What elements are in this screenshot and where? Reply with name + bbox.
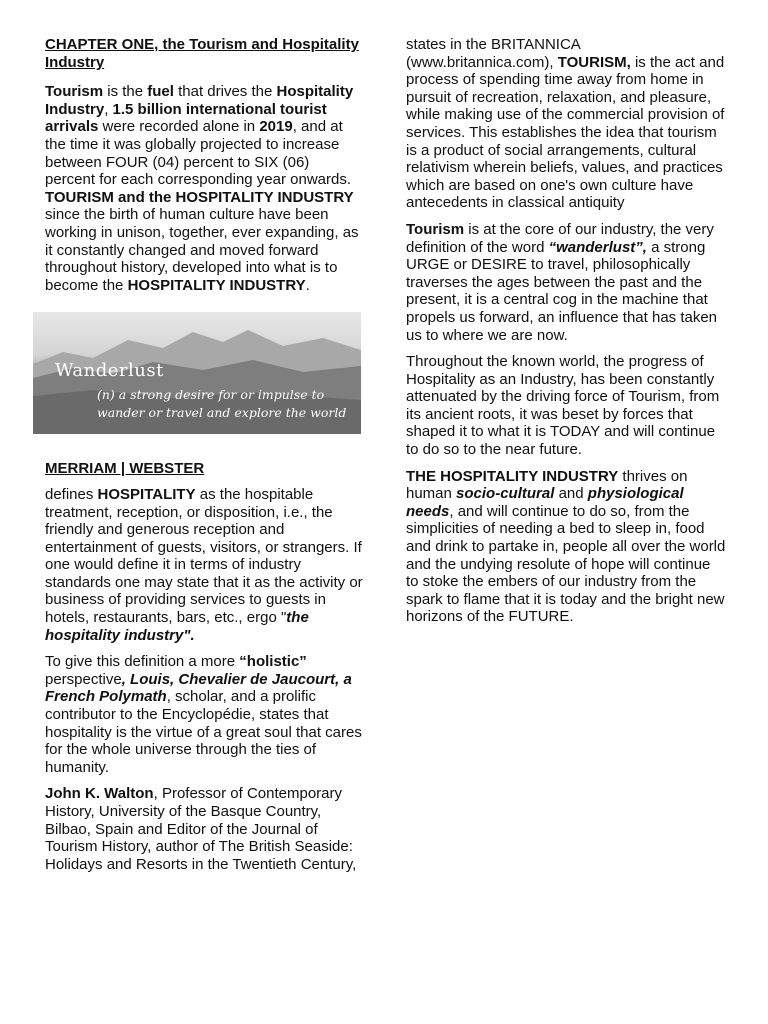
britannica-paragraph: [406, 36, 726, 212]
known-world-paragraph: Throughout the known world, the progress of Hospitality as an Industry, has been constantly attenuated by the driving force of Tourism, from its ancient roots, it was beset by forces that shaped it to what it is TODAY and will continue to do so to the near future.: [406, 353, 720, 459]
text-span: that drives the: [173, 83, 277, 101]
text-span: the hospitality industry".: [45, 609, 309, 644]
text-span: and: [554, 485, 588, 503]
text-span: To give this definition a more: [45, 653, 240, 671]
text-span: TOURISM and the HOSPITALITY INDUSTRY: [45, 188, 354, 206]
text-span: perspective: [45, 670, 122, 688]
text-span: , and will continue to do so, from the simplicities of needing a bed to sleep in, food and drink to partake in, people all over the world and the undying resolute of hope will continue to stoke the embers of our industry from the spark to flame that it is today and the bright new horizons of the FUTURE.: [406, 502, 726, 626]
text-span: Tourism: [406, 220, 465, 238]
hospitality-thrives-paragraph: [406, 468, 726, 626]
text-span: 2019: [259, 118, 293, 136]
text-span: HOSPITALITY INDUSTRY: [127, 276, 306, 294]
text-span: since the birth of human culture have been working in unison, together, ever expanding, as it constantly changed and moved forward throughout history, developed into what is to become the: [45, 206, 359, 294]
text-span: were recorded alone in: [98, 118, 260, 136]
chapter-title: CHAPTER ONE, the Tourism and Hospitality Industry: [45, 36, 359, 71]
text-span: thrives on human: [406, 467, 688, 503]
text-span: John K. Walton: [45, 785, 154, 803]
text-span: , Louis, Chevalier de Jaucourt, a French Polymath: [45, 670, 352, 706]
tourism-core-paragraph: [406, 221, 726, 344]
wanderlust-banner-image: [33, 312, 361, 434]
left-column: [45, 0, 363, 882]
text-span: , Professor of Contemporary History, University of the Basque Country, Bilbao, Spain and Editor of the Journal of Tourism History, author of The British Seaside: Holidays and Resorts in the Twentieth Century,: [45, 785, 357, 873]
merriam-webster-heading: MERRIAM | WEBSTER: [45, 460, 205, 478]
text-span: “holistic”: [239, 653, 307, 671]
text-span: TOURISM,: [557, 53, 631, 71]
text-span: is the: [103, 83, 148, 101]
text-span: physiological needs: [406, 485, 684, 520]
text-span: states in the BRITANNICA (www.britannica.com),: [406, 36, 580, 71]
text-span: Tourism: [45, 83, 104, 101]
walton-paragraph: [45, 785, 363, 873]
holistic-paragraph: [45, 653, 363, 776]
text-span: HOSPITALITY: [97, 485, 196, 503]
banner-definition: (n) a strong desire for or impulse to wander or travel and explore the world: [97, 387, 347, 421]
text-span: , and at the time it was globally projected to increase between FOUR (04) percent to SIX (06) percent for each corresponding year onwards.: [45, 118, 352, 189]
text-span: is at the core of our industry, the very definition of the word: [406, 220, 714, 256]
text-span: socio-cultural: [456, 485, 555, 503]
text-span: “wanderlust”,: [548, 238, 647, 256]
text-span: a strong URGE or DESIRE to travel, philosophically traverses the ages between the past and the present, it is a central cog in the machine that propels us forward, an influence that has taken us to where we are now.: [406, 238, 718, 344]
text-span: defines: [45, 485, 98, 503]
text-span: ,: [104, 100, 113, 118]
text-span: THE HOSPITALITY INDUSTRY: [406, 467, 619, 485]
text-span: , scholar, and a prolific contributor to the Encyclopédie, states that hospitality is the virtue of a great soul that cares for the whole universe through the ties of humanity.: [45, 688, 362, 776]
definition-paragraph: [45, 486, 363, 644]
right-column: [406, 0, 726, 635]
banner-word: Wanderlust: [55, 360, 164, 382]
text-span: .: [305, 276, 310, 294]
text-span: is the act and process of spending time away from home in pursuit of recreation, relaxation, and pleasure, while making use of the commercial provision of services. This establishes the idea that tourism is a product of social arrangements, cultural relativism wherein beliefs, values, and practices which are based on one's own culture have antecedents in classical antiquity: [406, 53, 725, 212]
intro-paragraph: [45, 83, 363, 294]
text-span: Hospitality Industry: [45, 83, 354, 118]
text-span: as the hospitable treatment, reception, or disposition, i.e., the friendly and generous reception and entertainment of guests, visitors, or strangers. If one would define it in terms of industry standards one may state that it as the activity or business of providing services to guests in hotels, restaurants, bars, etc., ergo ": [45, 485, 363, 627]
text-span: fuel: [147, 83, 174, 101]
text-span: 1.5 billion international tourist arrivals: [45, 100, 327, 136]
